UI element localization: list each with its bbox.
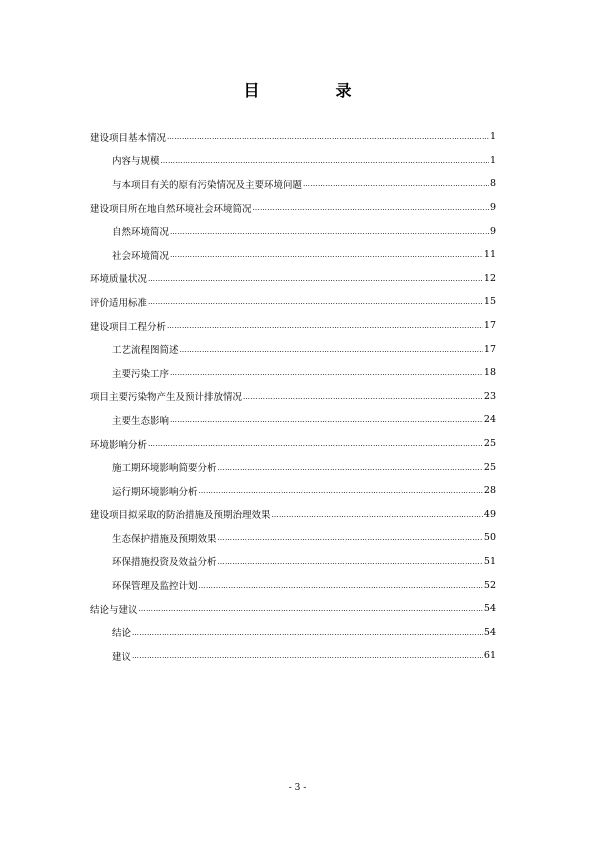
toc-entry-page: 61 — [483, 650, 496, 662]
toc-entry-page: 52 — [483, 579, 496, 591]
toc-entry-label: 建议 — [112, 651, 132, 663]
toc-entry-page: 24 — [483, 414, 496, 426]
toc-entry[interactable] — [90, 196, 496, 220]
toc-entry[interactable] — [90, 172, 496, 196]
toc-dot-leader — [199, 485, 483, 496]
toc-dot-leader — [170, 249, 483, 260]
toc-dot-leader — [161, 155, 489, 166]
page-number: - 3 - — [288, 783, 307, 793]
toc-entry-label: 环境质量状况 — [90, 274, 148, 286]
toc-entry-page: 54 — [483, 603, 496, 615]
toc-entry[interactable] — [90, 243, 496, 267]
toc-dot-leader — [272, 509, 483, 520]
toc-entry-page: 12 — [483, 272, 496, 284]
toc-dot-leader — [170, 367, 483, 378]
toc-entry-page: 11 — [483, 249, 496, 261]
toc-entry-page: 17 — [483, 320, 496, 332]
toc-entry[interactable] — [90, 503, 496, 527]
toc-entry[interactable] — [90, 125, 496, 149]
toc-entry-label: 评价适用标准 — [90, 297, 148, 309]
toc-entry[interactable] — [90, 337, 496, 361]
toc-dot-leader — [148, 438, 483, 449]
table-of-contents — [90, 125, 496, 668]
toc-entry-page: 23 — [483, 390, 496, 402]
toc-dot-leader — [148, 296, 483, 307]
toc-entry[interactable] — [90, 526, 496, 550]
toc-dot-leader — [148, 273, 483, 284]
toc-entry-label: 与本项目有关的原有污染情况及主要环境问题 — [112, 179, 303, 191]
toc-entry-page: 15 — [483, 296, 496, 308]
toc-entry-label: 运行期环境影响分析 — [112, 486, 198, 498]
toc-entry[interactable] — [90, 479, 496, 503]
toc-dot-leader — [218, 532, 483, 543]
toc-dot-leader — [243, 391, 483, 402]
toc-entry[interactable] — [90, 597, 496, 621]
toc-dot-leader — [139, 603, 483, 614]
toc-dot-leader — [218, 556, 483, 567]
toc-entry-label: 施工期环境影响简要分析 — [112, 463, 217, 475]
toc-entry-label: 结论 — [112, 628, 132, 640]
toc-entry[interactable] — [90, 361, 496, 385]
toc-entry[interactable] — [90, 149, 496, 173]
toc-entry-label: 建设项目工程分析 — [90, 321, 167, 333]
toc-entry[interactable] — [90, 620, 496, 644]
toc-entry[interactable] — [90, 408, 496, 432]
toc-entry-label: 社会环境简况 — [112, 250, 170, 262]
toc-entry[interactable] — [90, 219, 496, 243]
toc-dot-leader — [180, 344, 483, 355]
toc-entry-page: 9 — [489, 202, 496, 214]
toc-dot-leader — [303, 178, 489, 189]
toc-entry[interactable] — [90, 385, 496, 409]
toc-entry-label: 工艺流程图简述 — [112, 345, 179, 357]
toc-entry-label: 环境影响分析 — [90, 439, 148, 451]
toc-entry-page: 1 — [489, 131, 496, 143]
toc-entry-page: 28 — [483, 485, 496, 497]
toc-entry[interactable] — [90, 267, 496, 291]
toc-entry-page: 18 — [483, 367, 496, 379]
toc-dot-leader — [170, 226, 489, 237]
toc-entry[interactable] — [90, 573, 496, 597]
toc-entry-label: 生态保护措施及预期效果 — [112, 533, 217, 545]
toc-entry-page: 8 — [489, 178, 496, 190]
toc-dot-leader — [218, 462, 483, 473]
toc-entry[interactable] — [90, 314, 496, 338]
toc-entry-label: 结论与建议 — [90, 604, 138, 616]
toc-entry-page: 17 — [483, 343, 496, 355]
toc-entry-page: 51 — [483, 555, 496, 567]
toc-entry-page: 25 — [483, 438, 496, 450]
toc-entry-page: 9 — [489, 225, 496, 237]
toc-dot-leader — [170, 414, 483, 425]
toc-entry-label: 建设项目所在地自然环境社会环境简况 — [90, 203, 252, 215]
toc-dot-leader — [199, 580, 483, 591]
toc-entry-label: 主要生态影响 — [112, 415, 170, 427]
toc-dot-leader — [132, 627, 483, 638]
toc-entry-page: 50 — [483, 532, 496, 544]
toc-entry[interactable] — [90, 550, 496, 574]
toc-entry-label: 建设项目基本情况 — [90, 132, 167, 144]
toc-dot-leader — [132, 650, 483, 661]
page-title: 目 录 — [243, 81, 382, 100]
toc-entry-page: 54 — [483, 626, 496, 638]
toc-entry[interactable] — [90, 455, 496, 479]
toc-entry[interactable] — [90, 644, 496, 668]
toc-entry-label: 环保措施投资及效益分析 — [112, 557, 217, 569]
toc-entry-page: 25 — [483, 461, 496, 473]
toc-entry[interactable] — [90, 432, 496, 456]
toc-entry-page: 49 — [483, 508, 496, 520]
toc-entry[interactable] — [90, 290, 496, 314]
toc-entry-label: 主要污染工序 — [112, 368, 170, 380]
toc-dot-leader — [167, 320, 483, 331]
toc-dot-leader — [253, 202, 489, 213]
toc-entry-page: 1 — [489, 154, 496, 166]
toc-entry-label: 建设项目拟采取的防治措施及预期治理效果 — [90, 510, 271, 522]
toc-entry-label: 环保管理及监控计划 — [112, 581, 198, 593]
toc-entry-label: 项目主要污染物产生及预计排放情况 — [90, 392, 243, 404]
toc-entry-label: 自然环境简况 — [112, 227, 170, 239]
toc-entry-label: 内容与规模 — [112, 156, 160, 168]
toc-dot-leader — [167, 131, 489, 142]
